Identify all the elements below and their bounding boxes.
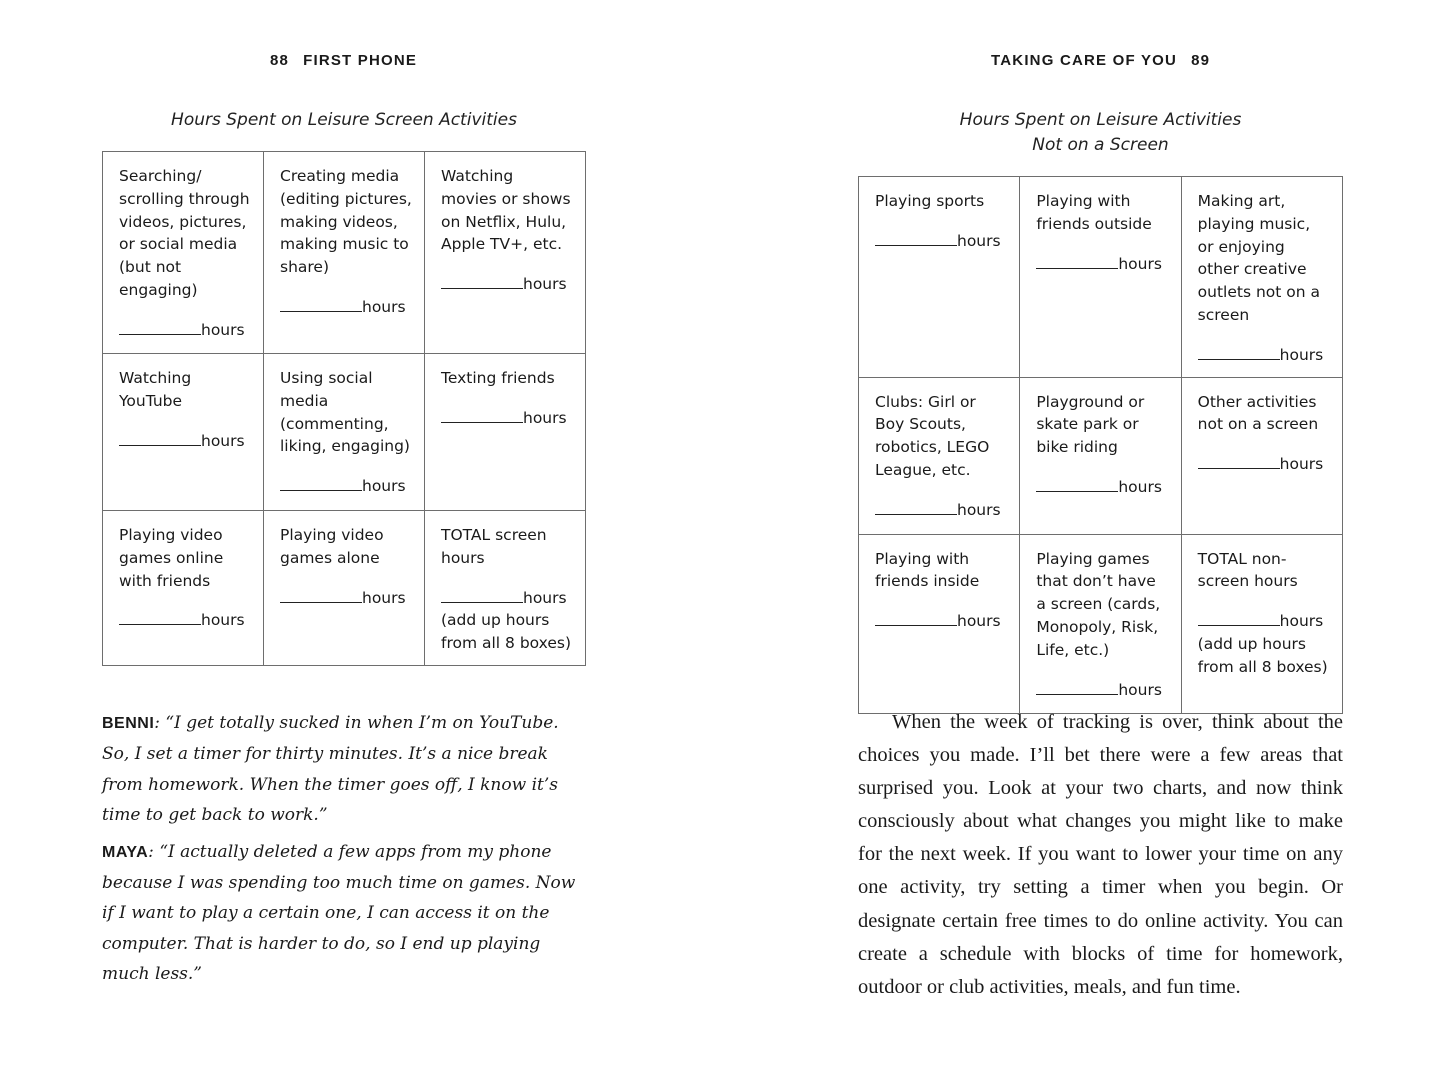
table-row xyxy=(103,511,586,666)
caption-line-1: Hours Spent on Leisure Activities xyxy=(959,110,1242,130)
fill-in-line xyxy=(1036,681,1118,695)
hours-unit: hours xyxy=(362,588,406,607)
quote-speaker: MAYA xyxy=(102,843,149,861)
hours-unit: hours xyxy=(957,500,1001,519)
activity-label: Watching movies or shows on Netflix, Hulu, Apple TV+, etc. xyxy=(441,167,571,254)
fill-in-line xyxy=(1198,455,1280,469)
hours-blank[interactable] xyxy=(119,319,251,342)
running-head-right xyxy=(991,52,1210,69)
activity-label: TOTAL non-screen hours xyxy=(1197,549,1298,591)
hours-unit: hours xyxy=(523,275,567,294)
hours-unit: hours xyxy=(523,588,567,607)
activity-label: Playing video games alone xyxy=(280,526,384,567)
activity-label: Playing sports xyxy=(875,192,985,210)
hours-unit: hours xyxy=(957,231,1001,250)
activity-label: Making art, playing music, or enjoying other creative outlets not on a screen xyxy=(1197,192,1321,324)
activity-label: Watching YouTube xyxy=(119,369,192,410)
hours-unit: hours xyxy=(201,320,245,339)
hours-blank[interactable] xyxy=(875,230,1007,253)
table-cell xyxy=(859,534,1020,713)
hours-blank[interactable] xyxy=(280,475,412,498)
hours-unit: hours xyxy=(523,408,567,427)
hours-blank[interactable] xyxy=(1036,253,1168,276)
hours-blank[interactable] xyxy=(441,407,573,430)
screen-activities-table xyxy=(102,151,586,666)
table-row xyxy=(103,152,586,354)
table-row xyxy=(103,354,586,511)
fill-in-line xyxy=(1198,612,1280,626)
activity-label: Playing with friends inside xyxy=(875,549,980,591)
table-cell xyxy=(103,152,264,354)
hours-unit: hours xyxy=(201,611,245,630)
running-head-title-right: TAKING CARE OF YOU xyxy=(991,52,1178,69)
hours-unit: hours xyxy=(1279,345,1324,364)
hours-blank[interactable] xyxy=(1198,610,1330,633)
activity-label: Clubs: Girl or Boy Scouts, robotics, LEGO League, etc. xyxy=(875,392,990,479)
fill-in-line xyxy=(441,409,523,423)
right-page xyxy=(858,0,1343,1088)
table-cell xyxy=(859,377,1020,534)
hours-unit: hours xyxy=(362,477,406,496)
running-head-title-left: FIRST PHONE xyxy=(303,52,418,69)
left-page xyxy=(102,0,586,1088)
total-note: (add up hours from all 8 boxes) xyxy=(441,611,572,653)
table-cell xyxy=(425,511,586,666)
fill-in-line xyxy=(1036,478,1118,492)
non-screen-activities-table xyxy=(858,176,1343,714)
fill-in-line xyxy=(280,477,362,491)
hours-blank[interactable] xyxy=(1198,453,1330,476)
quote-maya: MAYA: “I actually deleted a few apps from my phone because I was spending too much time on games. Now if I want to play a certain one, I can access it on the computer. That is harder to do, so I end up playing much less.” xyxy=(102,841,576,985)
hours-blank[interactable] xyxy=(441,273,573,296)
fill-in-line xyxy=(119,321,201,335)
fill-in-line xyxy=(1036,255,1118,269)
hours-unit: hours xyxy=(1118,680,1162,699)
table-row xyxy=(859,177,1343,378)
hours-unit: hours xyxy=(1279,455,1324,474)
page-number-left: 88 xyxy=(270,52,290,69)
activity-label: Using social media (commenting, liking, engaging) xyxy=(280,369,410,456)
hours-blank[interactable] xyxy=(119,609,251,632)
quote-text: “I actually deleted a few apps from my phone because I was spending too much time on games. Now if I want to play a certain one, I can access it on the computer. That is harder to do, so I end up playing much less.” xyxy=(102,841,576,985)
table-cell xyxy=(264,152,425,354)
activity-label: Playing video games online with friends xyxy=(119,526,224,590)
table-cell xyxy=(1020,534,1181,713)
activity-label: Texting friends xyxy=(441,369,555,387)
hours-unit: hours xyxy=(201,431,245,450)
activity-label: Creating media (editing pictures, making videos, making music to share) xyxy=(280,167,412,277)
fill-in-line xyxy=(875,232,957,246)
table-cell xyxy=(425,152,586,354)
table-cell xyxy=(1181,377,1342,534)
table-cell xyxy=(103,511,264,666)
hours-unit: hours xyxy=(957,612,1001,631)
quote-text: “I get totally sucked in when I’m on YouTube. So, I set a timer for thirty minutes. It’s a nice break from homework. When the timer goes off, I know it’s time to get back to work.” xyxy=(102,713,559,826)
hours-blank[interactable] xyxy=(1036,679,1168,702)
hours-blank[interactable] xyxy=(441,587,573,610)
hours-blank[interactable] xyxy=(280,296,412,319)
table-cell xyxy=(859,177,1020,378)
table-cell xyxy=(264,354,425,511)
table-cell xyxy=(425,354,586,511)
table-row xyxy=(859,534,1343,713)
hours-unit: hours xyxy=(1118,477,1162,496)
fill-in-line xyxy=(280,589,362,603)
table-cell xyxy=(1020,177,1181,378)
hours-blank[interactable] xyxy=(875,610,1007,633)
fill-in-line xyxy=(441,589,523,603)
fill-in-line xyxy=(280,298,362,312)
table-cell xyxy=(103,354,264,511)
activity-label: TOTAL screen hours xyxy=(441,526,547,567)
activity-label: Playground or skate park or bike riding xyxy=(1036,392,1145,457)
activity-label: Playing with friends outside xyxy=(1036,192,1152,233)
body-paragraph: When the week of tracking is over, think about the choices you made. I’ll bet there were a few areas that surprised you. Look at your two charts, and now think consciously about what changes you might like to make for the next week. If you want to lower your time on any one activity, try setting a timer when you begin. Or designate certain free times to do online activity. You can create a schedule with blocks of time for homework, outdoor or club activities, meals, and fun time. xyxy=(858,711,1343,998)
hours-blank[interactable] xyxy=(1198,344,1330,367)
hours-unit: hours xyxy=(362,297,406,316)
activity-label: Other activities not on a screen xyxy=(1197,392,1319,434)
fill-in-line xyxy=(119,432,201,446)
caption-line-2: Not on a Screen xyxy=(1032,135,1169,155)
activity-label: Searching/ scrolling through videos, pictures, or social media (but not engaging) xyxy=(119,167,250,299)
hours-unit: hours xyxy=(1118,254,1162,273)
fill-in-line xyxy=(875,612,957,626)
quotes-section xyxy=(102,708,586,996)
fill-in-line xyxy=(1198,346,1280,360)
hours-unit: hours xyxy=(1279,612,1324,631)
table-cell xyxy=(1020,377,1181,534)
fill-in-line xyxy=(119,611,201,625)
non-screen-activities-table-caption xyxy=(858,108,1343,158)
table-cell xyxy=(1181,534,1342,713)
fill-in-line xyxy=(441,275,523,289)
activity-label: Playing games that don’t have a screen (cards, Monopoly, Risk, Life, etc.) xyxy=(1036,549,1161,659)
hours-blank[interactable] xyxy=(875,499,1007,522)
hours-blank[interactable] xyxy=(280,587,412,610)
hours-blank[interactable] xyxy=(119,430,251,453)
table-row xyxy=(859,377,1343,534)
fill-in-line xyxy=(875,501,957,515)
quote-speaker: BENNI xyxy=(102,715,155,732)
total-note: (add up hours from all 8 boxes) xyxy=(1197,634,1328,676)
page-number-right: 89 xyxy=(1191,52,1211,69)
table-cell xyxy=(1181,177,1342,378)
table-cell xyxy=(264,511,425,666)
screen-activities-table-caption: Hours Spent on Leisure Screen Activities xyxy=(171,110,517,130)
running-head-left xyxy=(270,52,417,69)
quote-benni: BENNI: “I get totally sucked in when I’m on YouTube. So, I set a timer for thirty minutes. It’s a nice break from homework. When the timer goes off, I know it’s time to get back to work.” xyxy=(102,713,559,826)
hours-blank[interactable] xyxy=(1036,476,1168,499)
